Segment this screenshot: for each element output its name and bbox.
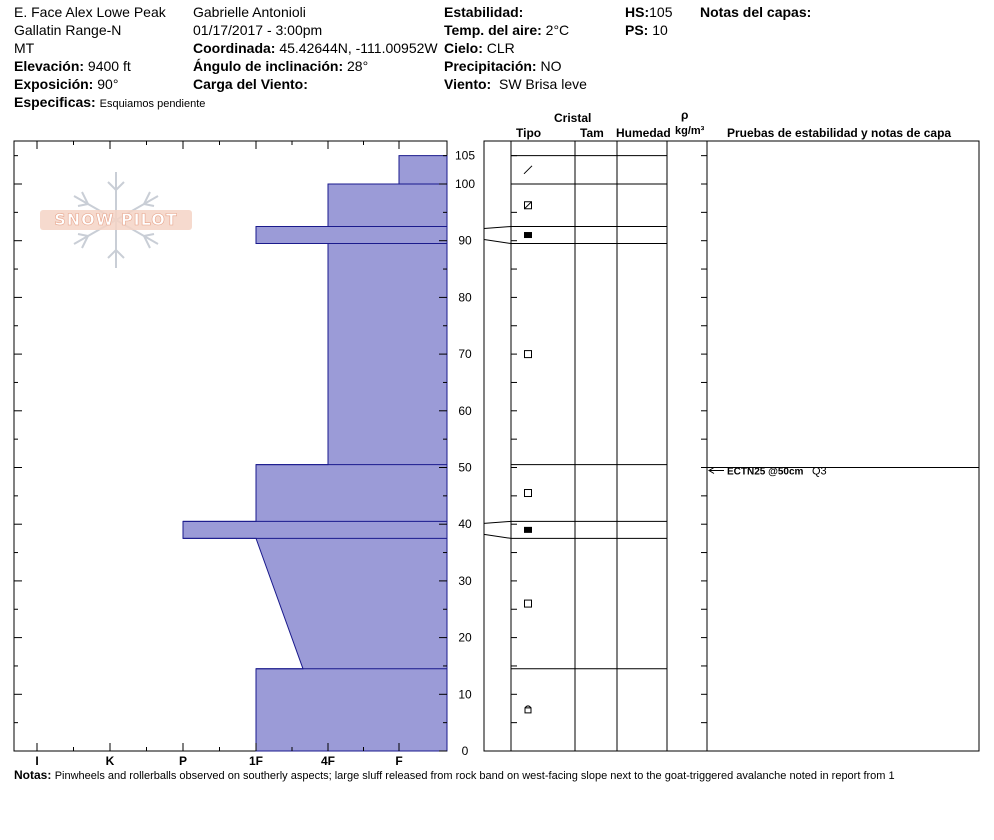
depth-tick-label: 105 [454, 148, 476, 163]
crystal-type-symbol [525, 351, 532, 358]
precipitation-label: Precipitación: [444, 58, 537, 74]
penetration-value: 10 [652, 22, 668, 38]
aspect-label: Exposición: [14, 76, 94, 92]
layer-connector [484, 521, 511, 523]
crystal-type-symbol [524, 527, 532, 533]
layer-connector [484, 227, 511, 229]
slope-angle-value: 28° [347, 58, 369, 74]
slope-angle-label: Ángulo de inclinación: [193, 58, 344, 74]
hardness-tick-label: 4F [320, 754, 336, 768]
precipitation-value: NO [540, 58, 562, 74]
specifics-value: Esquiamos pendiente [99, 98, 206, 110]
notes-text: Pinwheels and rollerballs observed on southerly aspects; large sluff released from rock band on west-facing slope next to the goat-triggered avalanche noted in report from 1 [54, 770, 895, 782]
location-name: E. Face Alex Lowe Peak [14, 4, 166, 20]
depth-tick-label: 10 [458, 687, 472, 702]
depth-tick-label: 20 [458, 630, 472, 645]
state: MT [14, 40, 35, 56]
air-temperature-value: 2°C [545, 22, 570, 38]
elevation-label: Elevación: [14, 58, 85, 74]
elevation-value: 9400 ft [87, 58, 131, 74]
hardness-tick-label: I [35, 754, 39, 768]
crystal-type-symbol [525, 202, 532, 209]
crystal-crust-icon [525, 708, 531, 713]
hardness-tick-label: K [105, 754, 115, 768]
wind-loading-label: Carga del Viento: [193, 76, 308, 92]
depth-tick-label: 0 [461, 744, 469, 758]
depth-tick-label: 30 [458, 573, 472, 588]
crystal-melt-freeze-icon [524, 232, 532, 238]
observer-name: Gabrielle Antonioli [193, 4, 306, 20]
depth-tick-label: 50 [458, 460, 472, 475]
wind-label: Viento: [444, 76, 492, 92]
coordinates-value: 45.42644N, -111.00952W [279, 40, 438, 56]
crystal-type-symbol [525, 600, 532, 607]
stability-test-quality: Q3 [812, 465, 827, 478]
snow-height-value: 105 [649, 4, 673, 20]
depth-tick-label: 90 [458, 233, 472, 248]
stability-test-label: ECTN25 @50cm [727, 466, 804, 478]
layer-notes-label: Notas del capas: [700, 4, 812, 20]
air-temperature-label: Temp. del aire: [444, 22, 542, 38]
snow-height-label: HS: [625, 4, 650, 20]
crystal-type-symbol [524, 232, 532, 238]
layer-connector [484, 534, 511, 538]
depth-tick-label: 100 [454, 177, 476, 191]
stability-label: Estabilidad: [444, 4, 524, 20]
hardness-tick-label: P [178, 754, 188, 768]
specifics-label: Especificas: [14, 94, 96, 110]
crystal-type-symbol [525, 490, 532, 497]
tests-header: Pruebas de estabilidad y notas de capa [727, 126, 952, 140]
crystal-faceted-icon [525, 600, 532, 607]
mountain-range: Gallatin Range-N [14, 22, 122, 38]
crystal-type-symbol [525, 706, 531, 713]
type-header: Tipo [516, 126, 542, 140]
depth-tick-label: 70 [458, 347, 472, 362]
wind-value: SW Brisa leve [498, 76, 587, 92]
size-header: Tam [580, 126, 604, 140]
crystal-new-snow-icon [524, 166, 532, 174]
sky-label: Cielo: [444, 40, 483, 56]
depth-tick-label: 40 [458, 517, 472, 532]
sky-value: CLR [486, 40, 515, 56]
layer-table-frame [484, 141, 979, 751]
crystal-type-symbol [524, 166, 532, 174]
crystal-melt-freeze-icon [524, 527, 532, 533]
depth-tick-label: 80 [458, 290, 472, 305]
coordinates-label: Coordinada: [193, 40, 276, 56]
depth-tick-label: 60 [458, 403, 472, 418]
hardness-profile [183, 156, 447, 751]
hardness-tick-label: 1F [248, 754, 264, 768]
rho-header: ρ [681, 108, 689, 122]
crystal-faceted-icon [525, 490, 532, 497]
hardness-tick-label: F [395, 754, 403, 768]
density-header: kg/m³ [675, 125, 705, 137]
moisture-header: Humedad [616, 126, 671, 140]
crystal-faceted-rounded-slash [525, 202, 532, 209]
observation-datetime: 01/17/2017 - 3:00pm [193, 22, 323, 38]
notes [14, 767, 895, 784]
snowpilot-logo-text: SNOW PILOT [54, 210, 178, 229]
crystal-header: Cristal [554, 111, 592, 125]
penetration-label: PS: [625, 22, 649, 38]
layer-connector [484, 240, 511, 244]
crystal-faceted-icon [525, 351, 532, 358]
notes-label: Notas: [14, 768, 52, 782]
aspect-value: 90° [97, 76, 119, 92]
